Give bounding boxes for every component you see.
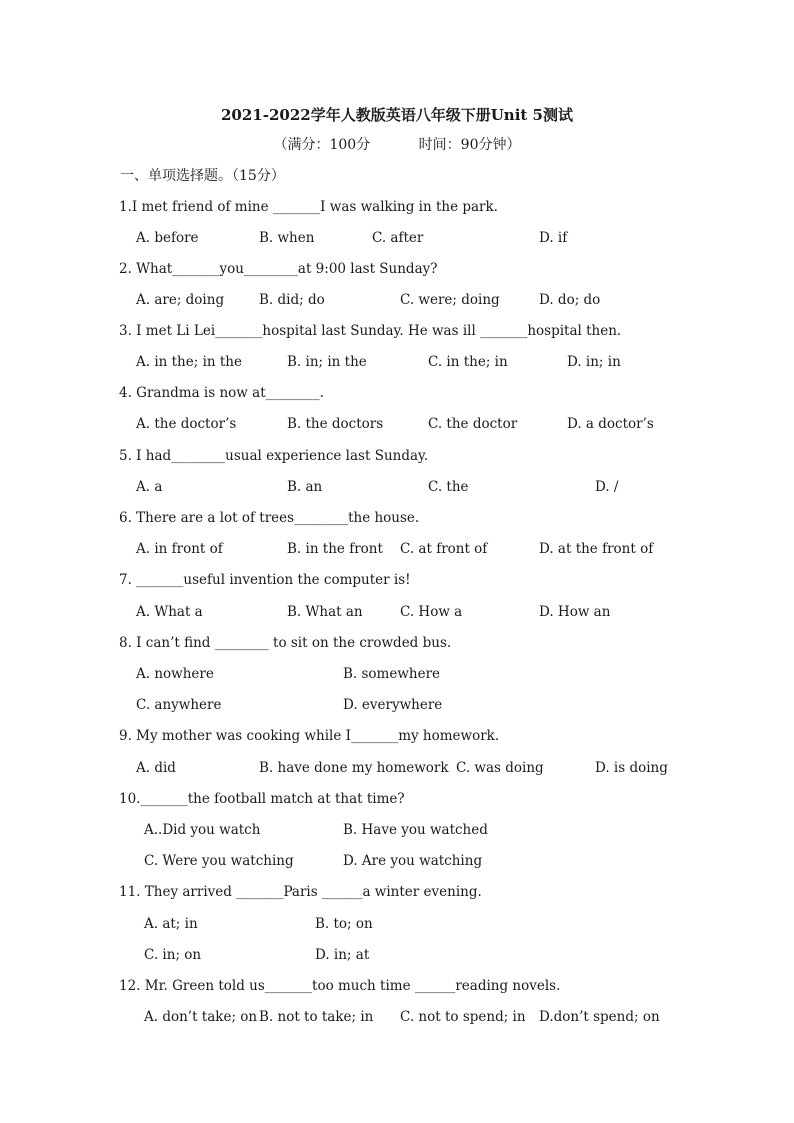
option-c: C. at front of (400, 541, 488, 557)
option-b: B. did; do (259, 292, 325, 308)
option-d: D. a doctor’s (567, 416, 654, 432)
option-d: D. in; at (315, 947, 370, 963)
option-b: B. in the front (287, 541, 383, 557)
option-c: C. in the; in (428, 354, 508, 370)
option-c: C. How a (400, 604, 463, 620)
question-7: 7. _______useful invention the computer is! (119, 572, 411, 588)
option-b: B. in; in the (287, 354, 367, 370)
option-c: C. anywhere (136, 697, 222, 713)
question-2: 2. What_______you________at 9:00 last Sunday? (119, 261, 438, 277)
option-a: A. in front of (136, 541, 223, 557)
full-score-label: （满分：100分 (273, 137, 371, 153)
time-limit-label: 时间：90分钟） (418, 137, 521, 153)
section-heading: 一、单项选择题。（15分） (120, 168, 285, 184)
question-11: 11. They arrived _______Paris ______a winter evening. (119, 884, 482, 900)
option-a: A. don’t take; on (144, 1009, 258, 1025)
option-b: B. What an (287, 604, 363, 620)
option-b: B. an (287, 479, 323, 495)
option-a: A. the doctor’s (136, 416, 237, 432)
option-a: A. nowhere (136, 666, 214, 682)
option-c: C. the doctor (428, 416, 518, 432)
option-c: C. the (428, 479, 469, 495)
question-1: 1.I met friend of mine _______I was walking in the park. (119, 199, 498, 215)
option-b: B. when (259, 230, 315, 246)
question-6: 6. There are a lot of trees________the house. (119, 510, 420, 526)
option-b: B. to; on (315, 916, 373, 932)
option-b: B. Have you watched (343, 822, 488, 838)
option-a: A. What a (136, 604, 203, 620)
option-c: C. Were you watching (144, 853, 294, 869)
question-9: 9. My mother was cooking while I_______my homework. (119, 728, 500, 744)
question-8: 8. I can’t find ________ to sit on the crowded bus. (119, 635, 452, 651)
option-d: D. in; in (567, 354, 621, 370)
option-c: C. was doing (456, 760, 544, 776)
option-a: A. did (136, 760, 176, 776)
option-c: C. not to spend; in (400, 1009, 526, 1025)
question-3: 3. I met Li Lei_______hospital last Sunday. He was ill _______hospital then. (119, 323, 622, 339)
option-d: D. Are you watching (343, 853, 483, 869)
option-d: D. if (539, 230, 568, 246)
option-a: A. a (136, 479, 163, 495)
option-d: D. at the front of (539, 541, 654, 557)
option-b: B. not to take; in (259, 1009, 374, 1025)
option-a: A. before (136, 230, 199, 246)
question-12: 12. Mr. Green told us_______too much time ______reading novels. (119, 978, 561, 994)
option-d: D. everywhere (343, 697, 443, 713)
option-a: A. are; doing (136, 292, 225, 308)
option-d: D. is doing (595, 760, 668, 776)
option-a: A. at; in (144, 916, 198, 932)
option-b: B. have done my homework (259, 760, 449, 776)
question-4: 4. Grandma is now at________. (119, 385, 324, 401)
option-d: D. How an (539, 604, 611, 620)
option-a: A..Did you watch (144, 822, 261, 838)
option-c: C. after (372, 230, 424, 246)
option-b: B. somewhere (343, 666, 441, 682)
option-b: B. the doctors (287, 416, 384, 432)
subtitle (0, 134, 794, 154)
option-a: A. in the; in the (136, 354, 242, 370)
option-d: D. do; do (539, 292, 601, 308)
question-5: 5. I had________usual experience last Sunday. (119, 448, 429, 464)
option-d: D. / (595, 479, 619, 495)
page-title: 2021-2022学年人教版英语八年级下册Unit 5测试 (221, 106, 573, 124)
option-c: C. in; on (144, 947, 202, 963)
option-c: C. were; doing (400, 292, 500, 308)
option-d: D.don’t spend; on (539, 1009, 660, 1025)
question-10: 10._______the football match at that time? (119, 791, 405, 807)
